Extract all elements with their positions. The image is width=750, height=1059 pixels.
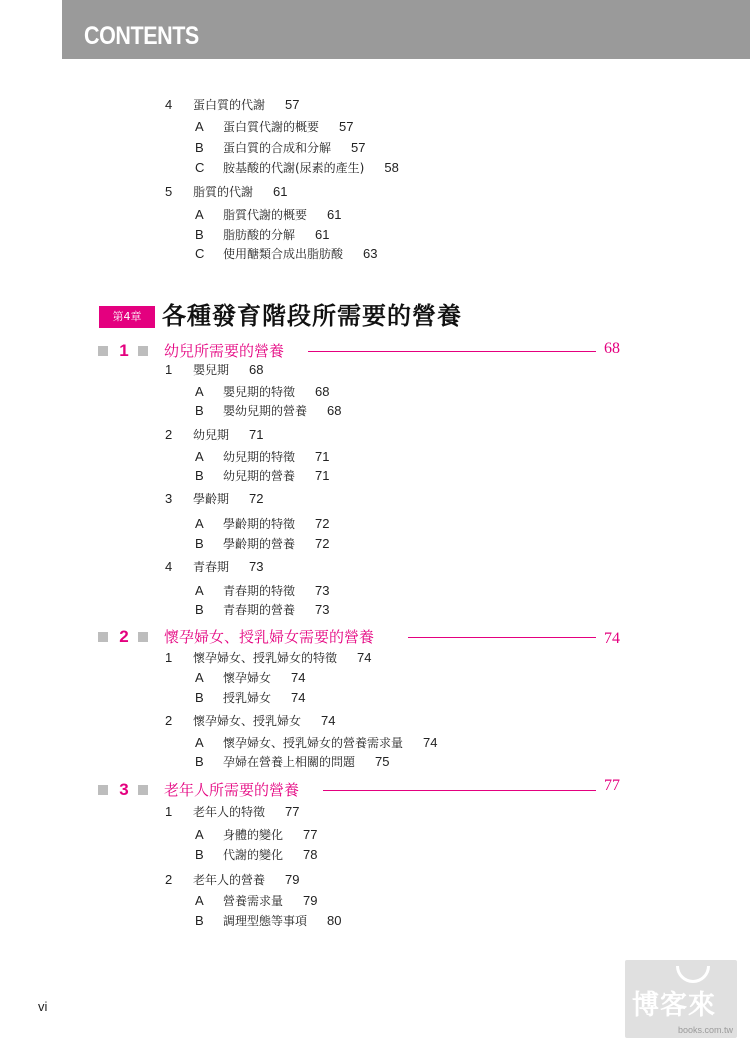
section-number: 3 xyxy=(119,780,129,799)
toc-item-page: 75 xyxy=(375,754,390,769)
toc-item-title: 孕婦在營養上相關的問題 xyxy=(223,755,356,769)
section-heading xyxy=(98,626,620,648)
section-marker xyxy=(98,785,108,795)
toc-item-page: 72 xyxy=(315,516,330,531)
toc-item-title: 幼兒期的營養 xyxy=(223,469,296,483)
toc-item-title: 嬰兒期的特徵 xyxy=(223,385,296,399)
toc-item-title: 蛋白質的代謝 xyxy=(193,98,266,112)
toc-item-level2: B 孕婦在營養上相關的問題 75 xyxy=(195,754,390,769)
toc-item-title: 脂質代謝的概要 xyxy=(223,208,308,222)
toc-item-title: 身體的變化 xyxy=(223,828,284,842)
toc-item-level1: 3 學齡期 72 xyxy=(165,491,264,506)
toc-item-level2: A 幼兒期的特徵 71 xyxy=(195,449,330,464)
toc-item-title: 授乳婦女 xyxy=(223,691,272,705)
section-title: 幼兒所需要的營養 xyxy=(164,340,290,362)
contents-title: CONTENTS xyxy=(84,22,199,50)
section-marker xyxy=(138,346,148,356)
section-leader-line xyxy=(308,351,596,352)
chapter-title: 各種發育階段所需要的營養 xyxy=(162,302,462,330)
toc-item-title: 懷孕婦女 xyxy=(223,671,272,685)
toc-item-level2: A 營養需求量 79 xyxy=(195,893,318,908)
toc-item-page: 58 xyxy=(384,160,399,175)
toc-item-title: 青春期的營養 xyxy=(223,603,296,617)
toc-item-title: 懷孕婦女、授乳婦女的營養需求量 xyxy=(223,736,404,750)
toc-item-level1: 1 老年人的特徵 77 xyxy=(165,804,300,819)
toc-item-level1: 2 懷孕婦女、授乳婦女 74 xyxy=(165,713,336,728)
toc-item-page: 71 xyxy=(315,468,330,483)
toc-item-page: 63 xyxy=(363,246,378,261)
toc-item-page: 61 xyxy=(327,207,342,222)
toc-item-page: 61 xyxy=(315,227,330,242)
page-number: vi xyxy=(38,999,48,1014)
toc-item-page: 77 xyxy=(303,827,318,842)
toc-item-level2: C 使用醣類合成出脂肪酸 63 xyxy=(195,246,378,261)
section-marker xyxy=(98,632,108,642)
section-number: 2 xyxy=(119,627,129,646)
toc-item-page: 79 xyxy=(285,872,300,887)
toc-item-title: 青春期的特徵 xyxy=(223,584,296,598)
toc-item-page: 74 xyxy=(291,690,306,705)
toc-item-level2: A 青春期的特徵 73 xyxy=(195,583,330,598)
toc-item-level2: B 授乳婦女 74 xyxy=(195,690,306,705)
section-page: 77 xyxy=(604,777,620,794)
toc-item-level2: A 懷孕婦女、授乳婦女的營養需求量 74 xyxy=(195,735,438,750)
chapter-badge: 第4章 xyxy=(99,306,155,328)
toc-item-page: 78 xyxy=(303,847,318,862)
toc-item-page: 74 xyxy=(423,735,438,750)
toc-item-title: 代謝的變化 xyxy=(223,848,284,862)
toc-item-page: 57 xyxy=(339,119,354,134)
toc-item-page: 80 xyxy=(327,913,342,928)
toc-item-level1: 4 蛋白質的代謝 57 xyxy=(165,97,300,112)
contents-header-bar xyxy=(62,0,750,59)
section-number: 1 xyxy=(119,341,129,360)
toc-item-page: 77 xyxy=(285,804,300,819)
toc-item-page: 71 xyxy=(315,449,330,464)
toc-item-title: 幼兒期的特徵 xyxy=(223,450,296,464)
toc-item-level2: C 胺基酸的代謝(尿素的產生) 58 xyxy=(195,160,399,175)
toc-item-level2: A 身體的變化 77 xyxy=(195,827,318,842)
toc-item-page: 68 xyxy=(315,384,330,399)
section-title: 懷孕婦女、授乳婦女需要的營養 xyxy=(164,626,380,648)
toc-item-title: 嬰幼兒期的營養 xyxy=(223,404,308,418)
toc-item-level1: 1 懷孕婦女、授乳婦女的特徵 74 xyxy=(165,650,372,665)
toc-item-title: 老年人的特徵 xyxy=(193,805,266,819)
toc-item-title: 老年人的營養 xyxy=(193,873,266,887)
toc-item-page: 72 xyxy=(249,491,264,506)
section-heading xyxy=(98,779,620,801)
toc-item-page: 74 xyxy=(291,670,306,685)
toc-item-level2: A 懷孕婦女 74 xyxy=(195,670,306,685)
toc-item-title: 嬰兒期 xyxy=(193,363,230,377)
toc-item-title: 營養需求量 xyxy=(223,894,284,908)
toc-item-page: 73 xyxy=(315,583,330,598)
toc-item-title: 學齡期的營養 xyxy=(223,537,296,551)
toc-item-title: 懷孕婦女、授乳婦女 xyxy=(193,714,302,728)
toc-item-level1: 5 脂質的代謝 61 xyxy=(165,184,288,199)
toc-item-page: 57 xyxy=(351,140,366,155)
toc-item-level2: B 代謝的變化 78 xyxy=(195,847,318,862)
toc-item-level2: A 嬰兒期的特徵 68 xyxy=(195,384,330,399)
toc-item-level1: 2 幼兒期 71 xyxy=(165,427,264,442)
toc-item-level2: B 青春期的營養 73 xyxy=(195,602,330,617)
toc-item-page: 61 xyxy=(273,184,288,199)
section-marker xyxy=(138,785,148,795)
section-page: 68 xyxy=(604,340,620,357)
toc-item-level2: B 調理型態等事項 80 xyxy=(195,913,342,928)
toc-item-level2: A 蛋白質代謝的概要 57 xyxy=(195,119,354,134)
toc-item-title: 脂肪酸的分解 xyxy=(223,228,296,242)
toc-item-title: 幼兒期 xyxy=(193,428,230,442)
toc-item-page: 73 xyxy=(249,559,264,574)
toc-item-level2: B 嬰幼兒期的營養 68 xyxy=(195,403,342,418)
toc-item-level1: 1 嬰兒期 68 xyxy=(165,362,264,377)
toc-item-level2: A 學齡期的特徵 72 xyxy=(195,516,330,531)
section-marker xyxy=(138,632,148,642)
watermark-url: books.com.tw xyxy=(678,1025,734,1035)
toc-item-title: 蛋白質的合成和分解 xyxy=(223,141,332,155)
toc-item-title: 學齡期 xyxy=(193,492,230,506)
toc-item-page: 68 xyxy=(249,362,264,377)
toc-item-title: 脂質的代謝 xyxy=(193,185,254,199)
toc-item-page: 57 xyxy=(285,97,300,112)
toc-item-level2: B 幼兒期的營養 71 xyxy=(195,468,330,483)
toc-item-level1: 4 青春期 73 xyxy=(165,559,264,574)
section-page: 74 xyxy=(604,630,620,647)
toc-item-level2: A 脂質代謝的概要 61 xyxy=(195,207,342,222)
section-heading xyxy=(98,340,620,362)
toc-item-page: 73 xyxy=(315,602,330,617)
toc-item-page: 71 xyxy=(249,427,264,442)
toc-item-page: 72 xyxy=(315,536,330,551)
toc-item-page: 74 xyxy=(321,713,336,728)
toc-item-level2: B 脂肪酸的分解 61 xyxy=(195,227,330,242)
toc-item-page: 79 xyxy=(303,893,318,908)
toc-item-level2: B 學齡期的營養 72 xyxy=(195,536,330,551)
toc-item-title: 蛋白質代謝的概要 xyxy=(223,120,320,134)
section-marker xyxy=(98,346,108,356)
toc-item-level2: B 蛋白質的合成和分解 57 xyxy=(195,140,366,155)
toc-item-page: 74 xyxy=(357,650,372,665)
section-leader-line xyxy=(323,790,596,791)
toc-item-title: 胺基酸的代謝(尿素的產生) xyxy=(223,161,365,175)
toc-item-title: 懷孕婦女、授乳婦女的特徵 xyxy=(193,651,338,665)
toc-item-title: 青春期 xyxy=(193,560,230,574)
section-leader-line xyxy=(408,637,596,638)
section-title: 老年人所需要的營養 xyxy=(164,779,305,801)
toc-item-level1: 2 老年人的營養 79 xyxy=(165,872,300,887)
toc-item-title: 學齡期的特徵 xyxy=(223,517,296,531)
toc-item-title: 使用醣類合成出脂肪酸 xyxy=(223,247,344,261)
toc-item-title: 調理型態等事項 xyxy=(223,914,308,928)
watermark-text: 博客來 xyxy=(632,990,716,1021)
toc-item-page: 68 xyxy=(327,403,342,418)
